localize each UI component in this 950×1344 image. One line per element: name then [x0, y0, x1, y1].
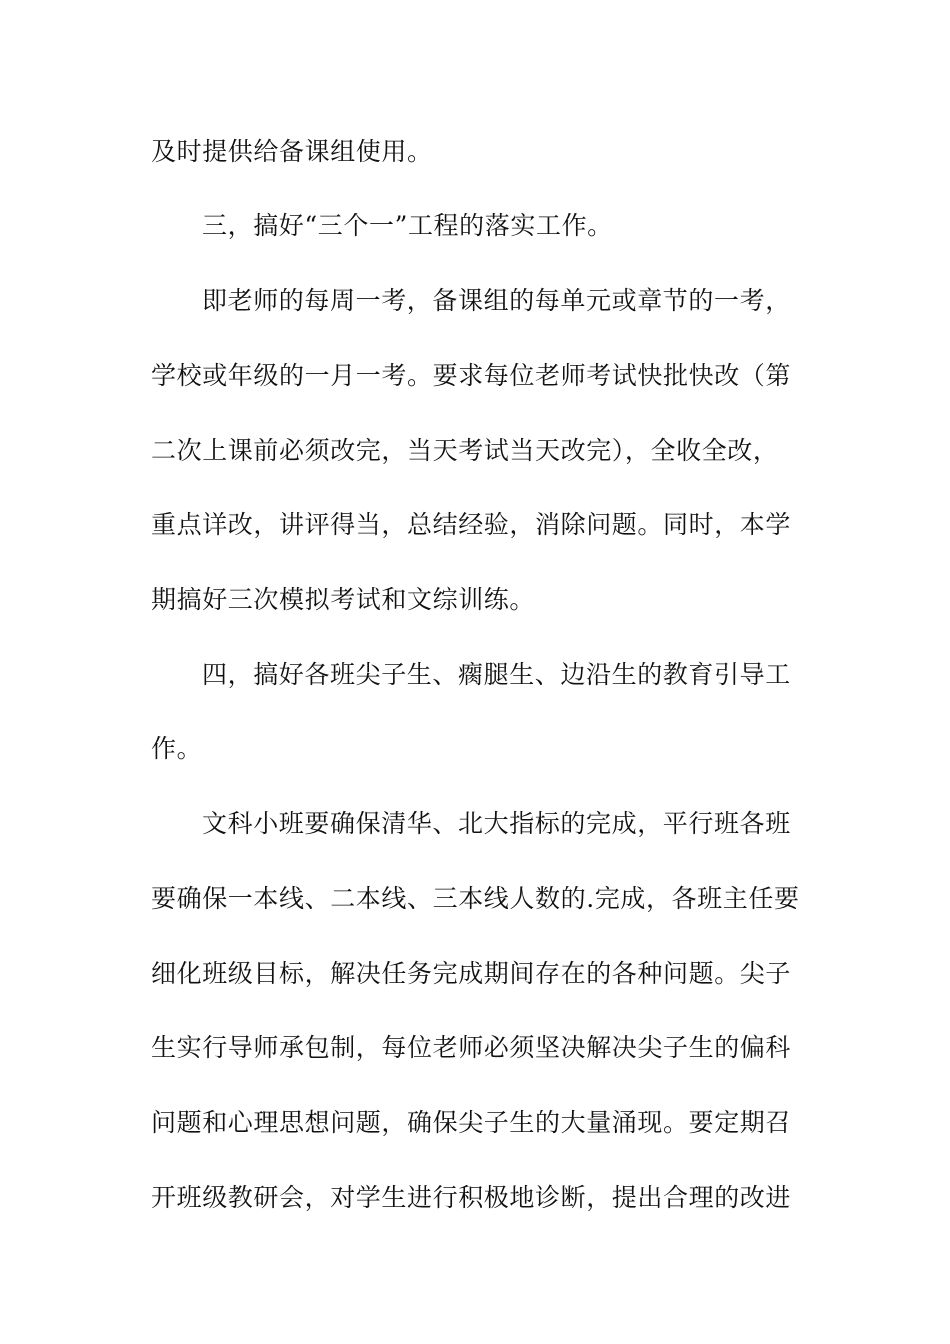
section-heading: 四，搞好各班尖子生、瘸腿生、边沿生的教育引导工 — [202, 660, 791, 689]
text-line: 即老师的每周一考，备课组的每单元或章节的一考， — [202, 286, 791, 315]
section-heading: 三，搞好“三个一”工程的落实工作。 — [202, 211, 613, 240]
text-line: 学校或年级的一月一考。要求每位老师考试快批快改（第 — [151, 361, 792, 390]
text-line: 期搞好三次模拟考试和文综训练。 — [151, 585, 536, 614]
text-line: 重点详改，讲评得当，总结经验，消除问题。同时，本学 — [151, 510, 792, 539]
text-line: 生实行导师承包制，每位老师必须坚决解决尖子生的偏科 — [151, 1033, 792, 1062]
text-line: 要确保一本线、二本线、三本线人数的.完成，各班主任要 — [151, 884, 800, 913]
text-line: 二次上课前必须改完，当天考试当天改完），全收全改， — [151, 436, 779, 465]
text-line: 作。 — [151, 734, 203, 763]
text-line: 开班级教研会，对学生进行积极地诊断，提出合理的改进 — [151, 1183, 792, 1212]
text-line: 问题和心理思想问题，确保尖子生的大量涌现。要定期召 — [151, 1108, 792, 1137]
text-line: 文科小班要确保清华、北大指标的完成，平行班各班 — [202, 809, 791, 838]
text-line: 细化班级目标，解决任务完成期间存在的各种问题。尖子 — [151, 959, 792, 988]
text-line: 及时提供给备课组使用。 — [151, 137, 433, 166]
